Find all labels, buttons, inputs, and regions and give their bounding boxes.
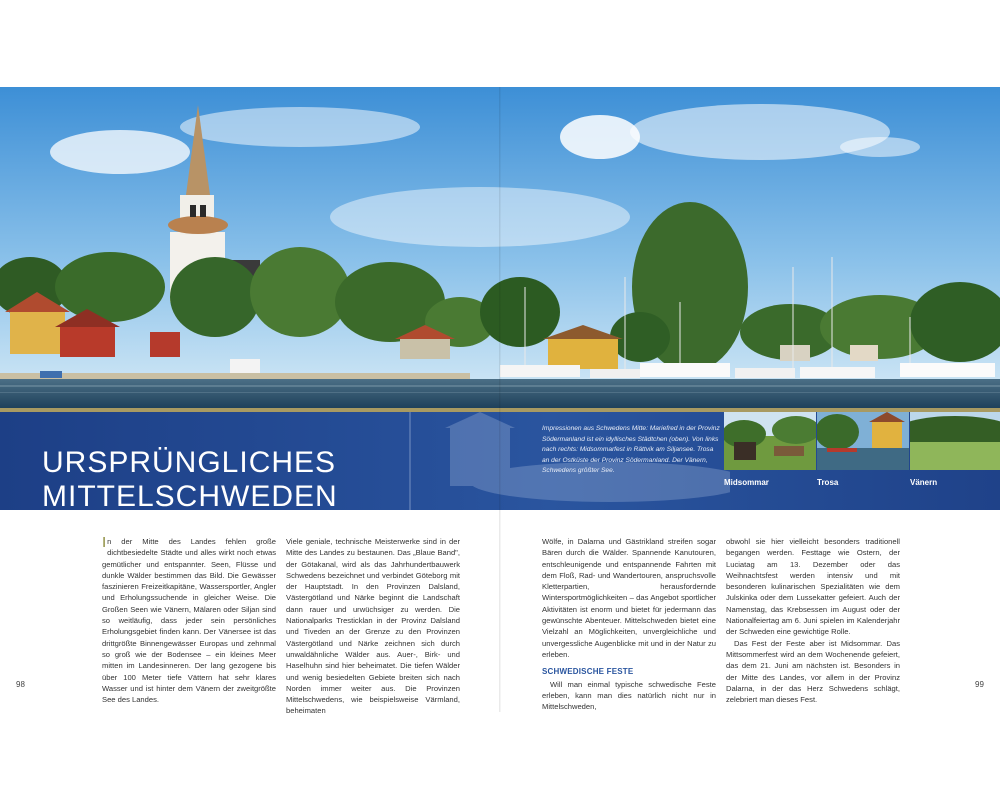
thumbnail-trosa (817, 412, 909, 470)
paragraph-festtage: obwohl sie hier vielleicht besonders traditionell begangen werden. Festtage wie Ostern, der Luciatag am 13. Dezember oder das Weihnachtsfest werden intensiv und mit besonderen kulinarischen Spezialitäten wie dem Julskinka oder dem Lussekatter gefeiert. Auch der Namenstag, das Krebsessen im August oder der Nationalfeiertag am 6. Juni spielen im Kalenderjahr der Schweden eine gewichtige Rolle. (726, 537, 900, 637)
text-column-1 (102, 536, 276, 705)
thumbnail-vaenern (910, 412, 1000, 470)
paragraph-midsommar: Das Fest der Feste aber ist Midsommar. Das Mittsommerfest wird an dem Wochenende gefeiert, das dem 21. Juni am nächsten ist. Besonders in der Mitte des Landes, vor allem in der Provinz Dalarna, in der das Herz Schwedens schlägt, zelebriert man dieses Fest. (726, 638, 900, 705)
chapter-title-line-1: URSPRÜNGLICHES (42, 446, 337, 480)
drop-cap: I (102, 534, 107, 551)
text-column-3 (542, 536, 716, 712)
thumbnail-strip (724, 412, 1000, 470)
thumbnail-label-trosa: Trosa (817, 478, 839, 487)
photo-caption: Impressionen aus Schwedens Mitte: Mariefred in der Provinz Södermanland ist ein idyllisches Städtchen (oben). Von links nach rechts: Midsommarfest in Rättvik am Siljansee. Trosa an der Ostküste der Provinz Södermanland. Der Vänern, Schwedens größter See. (542, 425, 720, 475)
section-heading-feste: SCHWEDISCHE FESTE (542, 667, 634, 677)
chapter-title-line-2: MITTELSCHWEDEN (42, 480, 338, 514)
text-column-2 (286, 536, 460, 717)
book-gutter (499, 87, 501, 712)
paragraph-wildlife: Wölfe, in Dalarna und Gästrikland streifen sogar Bären durch die Wälder. Spannende Kanutouren, entschleunigende und entspannende Fahrten mit dem Floß, Rad- und Wandertouren, anspruchsvolle Kletterpartien, herausfordernde Wintersportmöglichkeiten – das Angebot sportlicher Aktivitäten ist enorm und bietet für jedermann das gewünschte Abenteuer. Mittelschweden bietet eine Vielzahl an Möglichkeiten, unvergleichliche und unvergessliche Augenblicke mit und in der Natur zu erleben. (542, 537, 716, 659)
paragraph-intro-text: n der Mitte des Landes fehlen große dichtbesiedelte Städte und alles wirkt noch etwas gemütlicher und entspannter. Seen, Flüsse und dunkle Wälder bestimmen das Bild. Die Gewässer faszinieren Freizeitkapitäne, Wassersportler, Angler und Erholungssuchende in gleicher Weise. Die Großen Seen wie Vänern, Mälaren oder Siljan sind so weitläufig, dass jeder sein persönliches Erholungsgebiet finden kann. Der Vänersee ist das drittgrößte Binnengewässer Europas und zehnmal so groß wie der Bodensee – ein kleines Meer mitten im Landesinneren. Der lang gezogene bis über 100 Meter tiefe Vättern hat sehr klares Wasser und ist hinter dem Vänern der zweitgrößte See des Landes. (102, 537, 276, 705)
thumbnail-label-midsommar: Midsommar (724, 478, 769, 487)
paragraph-intro (102, 536, 276, 705)
paragraph-technik: Viele geniale, technische Meisterwerke sind in der Mitte des Landes zu bestaunen. Das „Blaue Band", der Götakanal, wird als das Jahrhundertbauwerk Schwedens bezeichnet und verbindet Göteborg mit der Hauptstadt. In den Provinzen Dalsland, Västergötland und Närke beginnt die Landschaft dann rauer und urwüchsiger zu werden. Die Nationalparks Tresticklan in der Provinz Dalsland und Tiveden an der Grenze zu den Provinzen Västergötland und Närke zeichnen sich durch unwaldähnliche Wälder aus. Auer-, Birk- und Haselhuhn sind hier beheimatet. Die tiefen Wälder und wenig besiedelten Gebiete breiten sich nach Norden immer weiter aus. Die Provinzen Mittelschwedens, wie beispielsweise Värmland, beheimaten (286, 537, 460, 716)
thumbnail-label-vaenern: Vänern (910, 478, 938, 487)
text-column-4 (726, 536, 900, 705)
thumbnail-midsommar (724, 412, 816, 470)
chapter-title (42, 446, 338, 514)
paragraph-feste-intro: Will man einmal typische schwedische Feste erleben, kann man dies natürlich nicht nur in Mittelschweden, (542, 679, 716, 712)
page-number-right: 99 (975, 680, 984, 689)
page-number-left: 98 (16, 680, 25, 689)
